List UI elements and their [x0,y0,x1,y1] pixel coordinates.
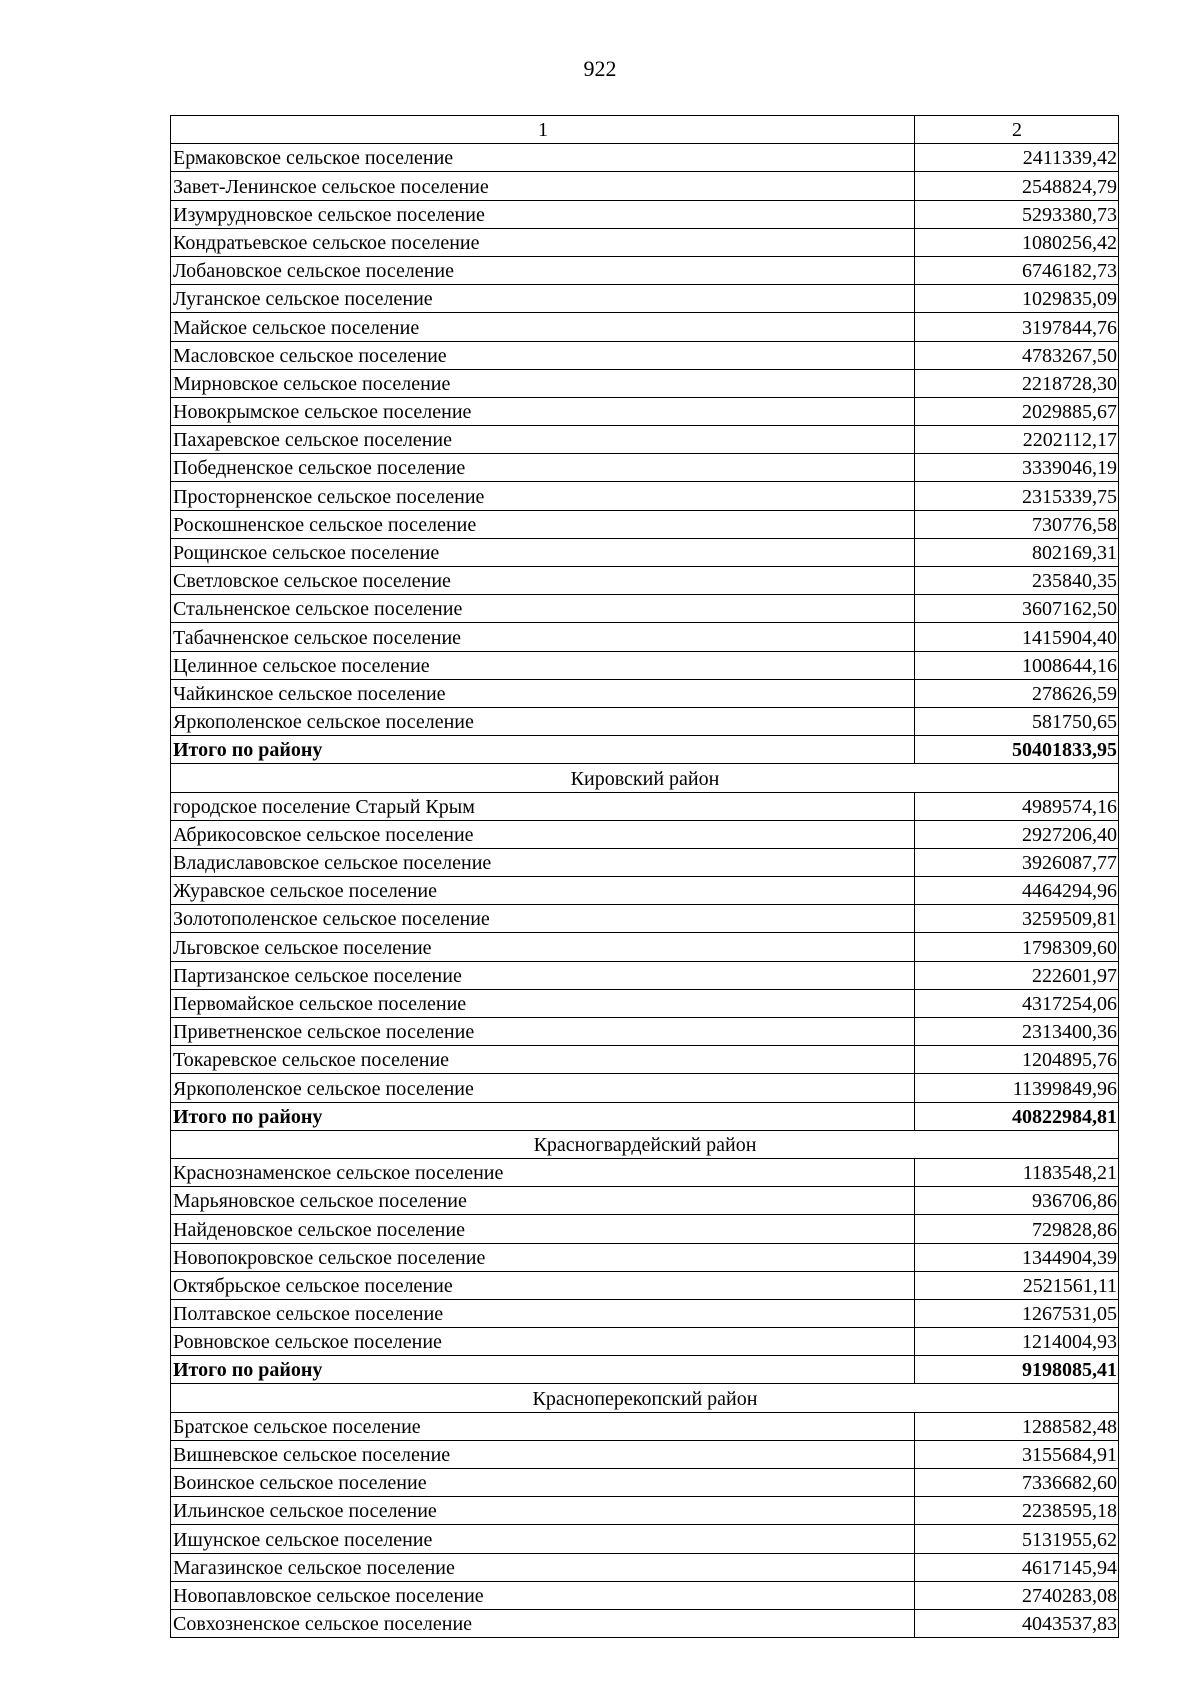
table-row [171,1243,1119,1271]
amount: 1029835,09 [915,285,1119,313]
amount: 2411339,42 [915,144,1119,172]
table-row [171,679,1119,707]
amount: 1080256,42 [915,228,1119,256]
column-header-2: 2 [915,116,1119,144]
amount: 4317254,06 [915,989,1119,1017]
settlement-name: Приветненское сельское поселение [171,1018,915,1046]
amount: 1214004,93 [915,1328,1119,1356]
table-row [171,905,1119,933]
table-row [171,1018,1119,1046]
settlement-name: Чайкинское сельское поселение [171,679,915,707]
amount: 5131955,62 [915,1525,1119,1553]
settlement-name: Марьяновское сельское поселение [171,1187,915,1215]
district-name: Красноперекопский район [171,1384,1119,1412]
settlement-name: Стальненское сельское поселение [171,595,915,623]
settlement-name: Роскошненское сельское поселение [171,510,915,538]
amount: 2029885,67 [915,397,1119,425]
total-label: Итого по району [171,736,915,764]
table-row [171,595,1119,623]
amount: 1267531,05 [915,1299,1119,1327]
settlement-name: Просторненское сельское поселение [171,482,915,510]
amount: 1183548,21 [915,1158,1119,1186]
amount: 802169,31 [915,538,1119,566]
amount: 2927206,40 [915,820,1119,848]
amount: 1415904,40 [915,623,1119,651]
amount: 2521561,11 [915,1271,1119,1299]
settlement-name: Завет-Ленинское сельское поселение [171,172,915,200]
amount: 4989574,16 [915,792,1119,820]
settlement-name: Совхозненское сельское поселение [171,1609,915,1637]
settlement-name: Владиславовское сельское поселение [171,848,915,876]
total-amount: 40822984,81 [915,1102,1119,1130]
amount: 6746182,73 [915,256,1119,284]
settlement-name: Ильинское сельское поселение [171,1497,915,1525]
table-row [171,792,1119,820]
district-total-row [171,1102,1119,1130]
table-row [171,1046,1119,1074]
table-row [171,567,1119,595]
district-total-row [171,736,1119,764]
table-row [171,989,1119,1017]
amount: 1798309,60 [915,933,1119,961]
settlement-name: Золотополенское сельское поселение [171,905,915,933]
column-header-1: 1 [171,116,915,144]
settlement-name: Яркополенское сельское поселение [171,707,915,735]
amount: 2238595,18 [915,1497,1119,1525]
settlement-name: Новокрымское сельское поселение [171,397,915,425]
amount: 7336682,60 [915,1469,1119,1497]
table-row [171,256,1119,284]
table-row [171,538,1119,566]
amount: 2548824,79 [915,172,1119,200]
settlement-name: городское поселение Старый Крым [171,792,915,820]
settlement-name: Партизанское сельское поселение [171,961,915,989]
settlement-name: Кондратьевское сельское поселение [171,228,915,256]
table-row [171,1412,1119,1440]
amount: 4043537,83 [915,1609,1119,1637]
total-label: Итого по району [171,1356,915,1384]
settlement-name: Победненское сельское поселение [171,454,915,482]
table-row [171,961,1119,989]
settlement-name: Светловское сельское поселение [171,567,915,595]
amount: 235840,35 [915,567,1119,595]
settlement-name: Краснознаменское сельское поселение [171,1158,915,1186]
amount: 3197844,76 [915,313,1119,341]
district-heading-row [171,1384,1119,1412]
amount: 581750,65 [915,707,1119,735]
table-row [171,1187,1119,1215]
settlement-name: Токаревское сельское поселение [171,1046,915,1074]
table-row [171,510,1119,538]
table-row [171,933,1119,961]
settlement-name: Ишунское сельское поселение [171,1525,915,1553]
settlement-name: Октябрьское сельское поселение [171,1271,915,1299]
district-name: Красногвардейский район [171,1130,1119,1158]
table-row [171,1158,1119,1186]
settlements-table [170,115,1119,1638]
table-row [171,1581,1119,1609]
table-row [171,369,1119,397]
table-row [171,172,1119,200]
table-row [171,1609,1119,1637]
amount: 2218728,30 [915,369,1119,397]
total-amount: 50401833,95 [915,736,1119,764]
district-heading-row [171,764,1119,792]
table-row [171,454,1119,482]
table-row [171,1553,1119,1581]
district-name: Кировский район [171,764,1119,792]
settlement-name: Табачненское сельское поселение [171,623,915,651]
settlement-name: Ровновское сельское поселение [171,1328,915,1356]
settlement-name: Первомайское сельское поселение [171,989,915,1017]
settlement-name: Лобановское сельское поселение [171,256,915,284]
table-row [171,397,1119,425]
settlement-name: Майское сельское поселение [171,313,915,341]
amount: 4783267,50 [915,341,1119,369]
total-amount: 9198085,41 [915,1356,1119,1384]
settlement-name: Магазинское сельское поселение [171,1553,915,1581]
table-row [171,1271,1119,1299]
table-row [171,707,1119,735]
amount: 2315339,75 [915,482,1119,510]
settlement-name: Рощинское сельское поселение [171,538,915,566]
settlement-name: Новопавловское сельское поселение [171,1581,915,1609]
table-row [171,1215,1119,1243]
settlement-name: Пахаревское сельское поселение [171,426,915,454]
settlement-name: Мирновское сельское поселение [171,369,915,397]
table-row [171,1469,1119,1497]
district-heading-row [171,1130,1119,1158]
settlement-name: Вишневское сельское поселение [171,1440,915,1468]
amount: 1288582,48 [915,1412,1119,1440]
amount: 1204895,76 [915,1046,1119,1074]
table-row [171,848,1119,876]
amount: 3926087,77 [915,848,1119,876]
table-row [171,482,1119,510]
table-row [171,228,1119,256]
settlement-name: Луганское сельское поселение [171,285,915,313]
amount: 3607162,50 [915,595,1119,623]
table-row [171,1497,1119,1525]
table-row [171,877,1119,905]
amount: 3259509,81 [915,905,1119,933]
settlement-name: Полтавское сельское поселение [171,1299,915,1327]
table-row [171,426,1119,454]
settlement-name: Братское сельское поселение [171,1412,915,1440]
settlement-name: Воинское сельское поселение [171,1469,915,1497]
amount: 2740283,08 [915,1581,1119,1609]
settlement-name: Абрикосовское сельское поселение [171,820,915,848]
total-label: Итого по району [171,1102,915,1130]
table-row [171,200,1119,228]
amount: 3339046,19 [915,454,1119,482]
settlement-name: Новопокровское сельское поселение [171,1243,915,1271]
settlement-name: Найденовское сельское поселение [171,1215,915,1243]
table-row [171,1525,1119,1553]
settlement-name: Льговское сельское поселение [171,933,915,961]
page-number: 922 [583,56,617,81]
amount: 729828,86 [915,1215,1119,1243]
table-row [171,313,1119,341]
table-row [171,285,1119,313]
amount: 1008644,16 [915,651,1119,679]
settlement-name: Целинное сельское поселение [171,651,915,679]
amount: 4617145,94 [915,1553,1119,1581]
amount: 3155684,91 [915,1440,1119,1468]
amount: 4464294,96 [915,877,1119,905]
table-row [171,820,1119,848]
table-row [171,623,1119,651]
amount: 730776,58 [915,510,1119,538]
settlement-name: Яркополенское сельское поселение [171,1074,915,1102]
settlement-name: Изумрудновское сельское поселение [171,200,915,228]
amount: 1344904,39 [915,1243,1119,1271]
table-row [171,144,1119,172]
amount: 936706,86 [915,1187,1119,1215]
table-row [171,1299,1119,1327]
table-row [171,1440,1119,1468]
table-row [171,341,1119,369]
table-header-row [171,116,1119,144]
settlement-name: Журавское сельское поселение [171,877,915,905]
district-total-row [171,1356,1119,1384]
table-row [171,1328,1119,1356]
table-row [171,651,1119,679]
settlement-name: Масловское сельское поселение [171,341,915,369]
table-body [171,116,1119,1638]
settlement-name: Ермаковское сельское поселение [171,144,915,172]
amount: 11399849,96 [915,1074,1119,1102]
amount: 2202112,17 [915,426,1119,454]
amount: 278626,59 [915,679,1119,707]
amount: 2313400,36 [915,1018,1119,1046]
table-row [171,1074,1119,1102]
amount: 5293380,73 [915,200,1119,228]
amount: 222601,97 [915,961,1119,989]
